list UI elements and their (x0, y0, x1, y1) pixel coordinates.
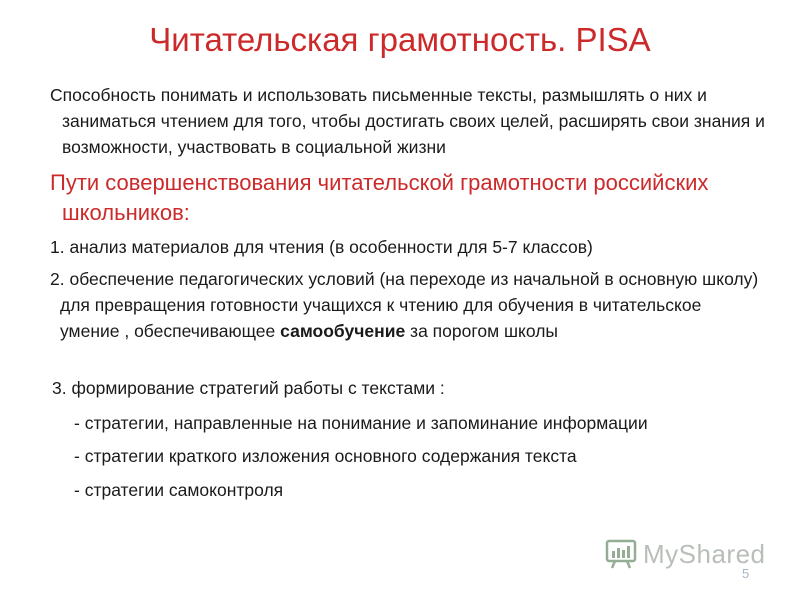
slide-title: Читательская грамотность. PISA (149, 21, 651, 58)
list-item-2-tail: за порогом школы (405, 321, 558, 341)
list-item-2 (50, 266, 760, 344)
list-item-2-bold: самообучение (280, 321, 406, 341)
sub-item-2: - стратегии краткого изложения основного содержания текста (74, 446, 577, 466)
section-subheading: Пути совершенствования читательской грамотности российских школьников: (50, 170, 709, 225)
myshared-logo-icon (605, 538, 637, 570)
list-item-2-text: 2. обеспечение педагогических условий (на переходе из начальной в основную школу) для превращения готовности учащихся к чтению для обучения в читательское умение , обеспечивающее (50, 269, 759, 341)
sub-item-1: - стратегии, направленные на понимание и запоминание информации (74, 413, 648, 433)
page-number: 5 (742, 566, 750, 581)
sub-item-3: - стратегии самоконтроля (74, 480, 284, 500)
definition-text: Способность понимать и использовать письменные тексты, размышлять о них и заниматься чтением для того, чтобы достигать своих целей, расширять свои знания и возможности, участвовать в социальной жизни (50, 85, 765, 157)
watermark-text: MyShared (643, 538, 766, 569)
list-item-1: 1. анализ материалов для чтения (в особенности для 5-7 классов) (50, 237, 593, 257)
list-item-3: 3. формирование стратегий работы с текстами : (52, 378, 445, 398)
